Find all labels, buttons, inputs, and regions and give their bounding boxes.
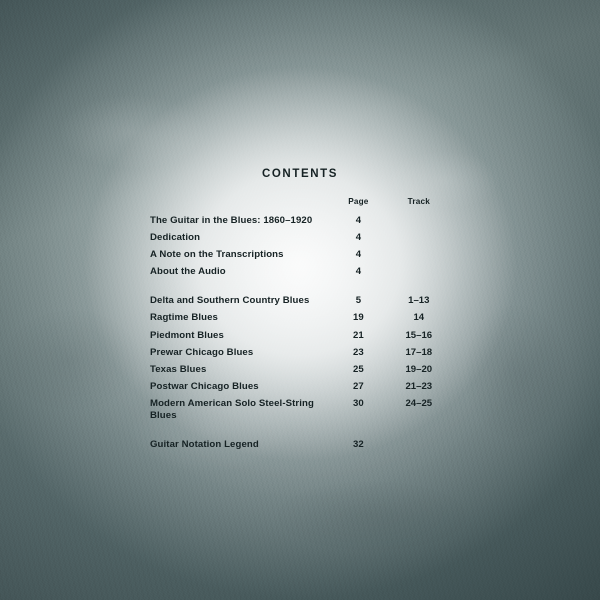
toc-spacer-row xyxy=(150,425,450,437)
toc-entry-page: 4 xyxy=(355,266,362,278)
toc-entry-track: 21–23 xyxy=(405,381,433,393)
toc-entry-title[interactable]: The Guitar in the Blues: 1860–1920 xyxy=(150,214,313,226)
toc-entry-title[interactable]: Piedmont Blues xyxy=(150,329,224,341)
toc-header xyxy=(150,196,450,212)
toc-spacer-cell xyxy=(150,425,450,437)
toc-entry-page: 27 xyxy=(353,381,364,393)
toc-entry-title[interactable]: Texas Blues xyxy=(150,363,207,375)
toc-spacer-row xyxy=(150,281,450,293)
toc-entry-title[interactable]: About the Audio xyxy=(150,266,226,278)
toc-entry-track: 14 xyxy=(413,312,425,324)
toc-entry-page: 23 xyxy=(353,346,364,358)
toc-row[interactable] xyxy=(150,229,450,246)
toc-entry-track xyxy=(388,229,450,246)
toc-entry-title[interactable]: A Note on the Transcriptions xyxy=(150,248,284,260)
toc-spacer-cell xyxy=(150,281,450,293)
toc-entry-title[interactable]: Guitar Notation Legend xyxy=(150,439,259,451)
toc-entry-track xyxy=(388,437,450,454)
toc-row[interactable] xyxy=(150,379,450,396)
toc-entry-page: 5 xyxy=(355,295,362,307)
table-of-contents xyxy=(150,168,450,454)
toc-row[interactable] xyxy=(150,246,450,263)
toc-table xyxy=(150,196,450,454)
toc-entry-page: 21 xyxy=(353,329,364,341)
toc-entry-title[interactable]: Delta and Southern Country Blues xyxy=(150,295,310,307)
toc-row[interactable] xyxy=(150,396,450,425)
toc-entry-title[interactable]: Ragtime Blues xyxy=(150,312,218,324)
toc-entry-page: 4 xyxy=(355,231,362,243)
column-header-track: Track xyxy=(407,197,430,206)
toc-entry-page: 4 xyxy=(355,214,362,226)
toc-entry-track xyxy=(388,264,450,281)
toc-entry-track: 24–25 xyxy=(405,398,433,410)
toc-entry-page: 4 xyxy=(355,248,362,260)
toc-row[interactable] xyxy=(150,293,450,310)
toc-entry-track xyxy=(388,212,450,229)
toc-entry-track: 19–20 xyxy=(405,363,433,375)
toc-entry-track xyxy=(388,246,450,263)
toc-row[interactable] xyxy=(150,327,450,344)
toc-row[interactable] xyxy=(150,437,450,454)
toc-entry-page: 30 xyxy=(353,398,364,410)
toc-entry-page: 25 xyxy=(353,363,364,375)
toc-entry-track: 15–16 xyxy=(405,329,433,341)
column-header-page: Page xyxy=(348,197,369,206)
toc-row[interactable] xyxy=(150,310,450,327)
toc-entry-track: 1–13 xyxy=(408,295,430,307)
toc-entry-title[interactable]: Postwar Chicago Blues xyxy=(150,381,259,393)
toc-row[interactable] xyxy=(150,344,450,361)
toc-row[interactable] xyxy=(150,361,450,378)
toc-entry-title[interactable]: Prewar Chicago Blues xyxy=(150,346,254,358)
toc-entry-page: 32 xyxy=(353,439,364,451)
toc-entry-page: 19 xyxy=(353,312,364,324)
toc-entry-track: 17–18 xyxy=(405,346,433,358)
toc-row[interactable] xyxy=(150,212,450,229)
toc-header-row xyxy=(150,196,450,212)
page-title: CONTENTS xyxy=(261,168,339,180)
column-header-title xyxy=(150,196,329,212)
toc-body xyxy=(150,212,450,454)
toc-row[interactable] xyxy=(150,264,450,281)
toc-entry-title[interactable]: Modern American Solo Steel-String Blues xyxy=(150,398,314,422)
toc-entry-title[interactable]: Dedication xyxy=(150,231,201,243)
